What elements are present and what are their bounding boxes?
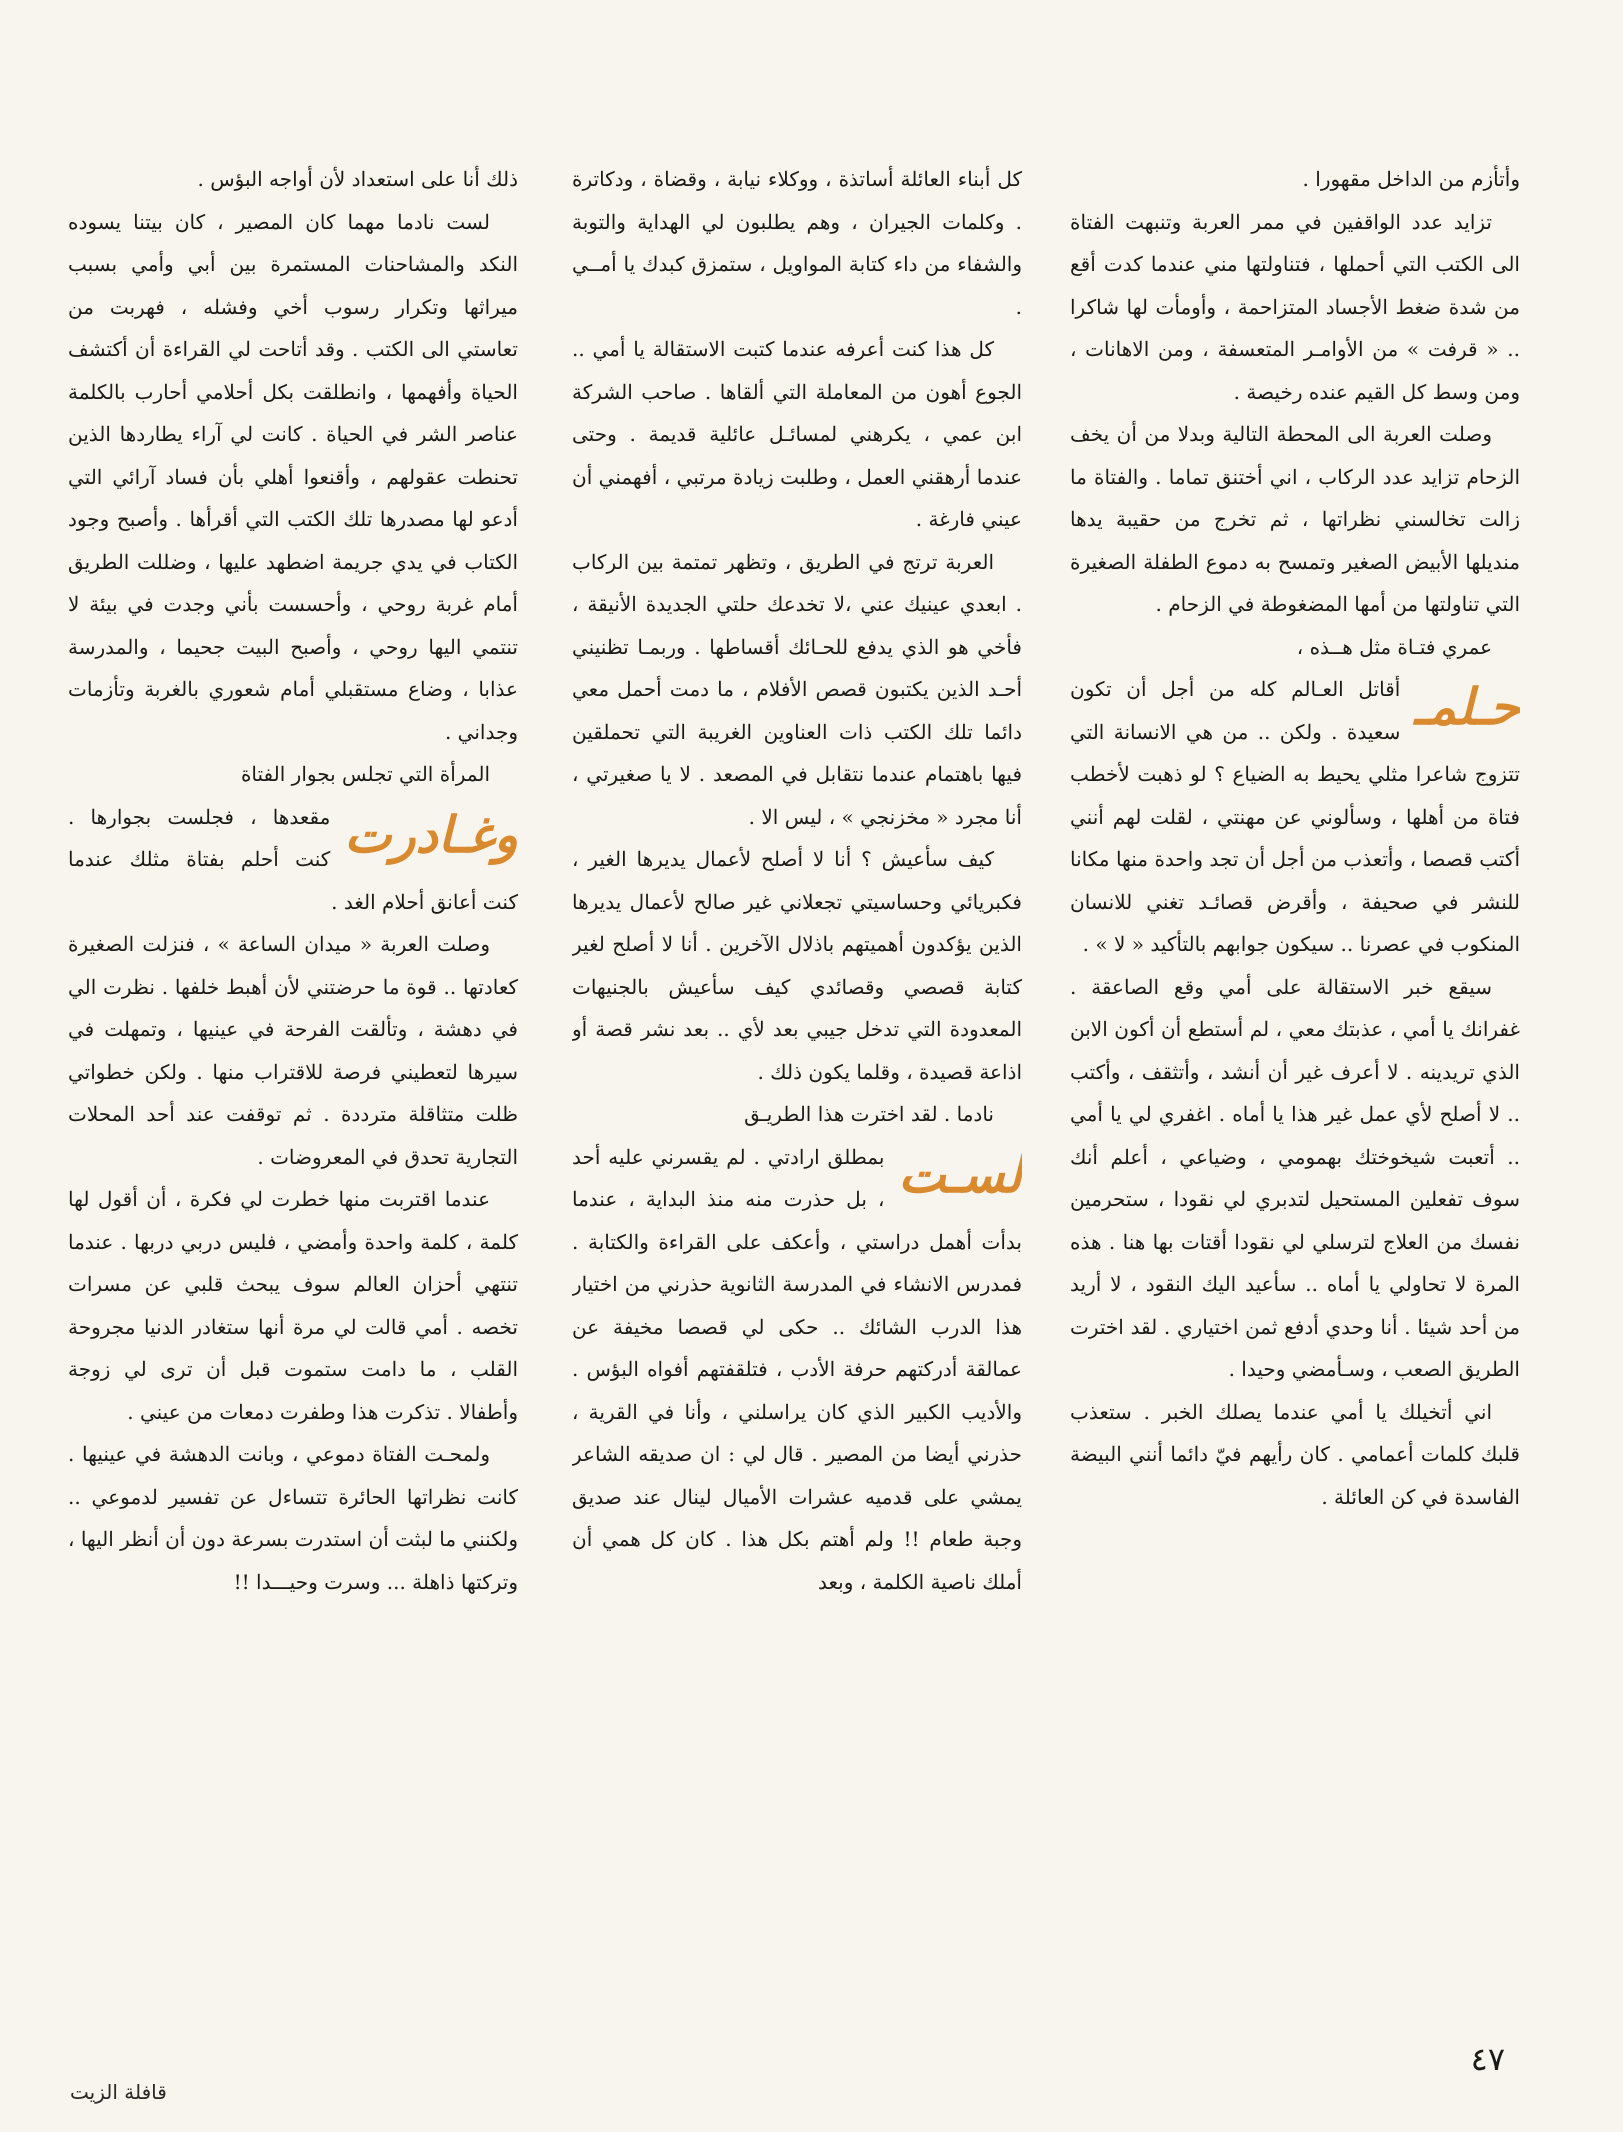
article-column-left: [68, 158, 518, 2038]
paragraph: تزايد عدد الواقفين في ممر العربة وتنبهت الفتاة الى الكتب التي أحملها ، فتناولتها مني عندما كدت أقع من شدة ضغط الأجساد المتزاحمة ، وأومأت لها شاكرا .. « قرفت » من الأوامـر المتعسفة ، ومن الاهانات ، ومن وسط كل القيم عنده رخيصة .: [1070, 209, 1520, 404]
paragraph: عندما اقتربت منها خطرت لي فكرة ، أن أقول لها كلمة ، كلمة واحدة وأمضي ، فليس دربي دربها . عندما تنتهي أحزان العالم سوف يبحث قلبي عن مسرات تخصه . أمي قالت لي مرة أنها ستغادر الدنيا مجروحة القلب ، ما دامت ستموت قبل أن ترى لي زوجة وأطفالا . تذكرت هذا وطفرت دمعات من عيني .: [68, 1187, 518, 1424]
paragraph: كل هذا كنت أعرفه عندما كتبت الاستقالة يا أمي .. الجوع أهون من المعاملة التي ألقاها . صاحب الشركة ابن عمي ، يكرهني لمسائـل عائلية قديمة . وحتى عندما أرهقني العمل ، وطلبت زيادة مرتبي ، أفهمني أن عيني فارغة .: [572, 337, 1022, 531]
paragraph: كيف سأعيش ؟ أنا لا أصلح لأعمال يديرها الغير ، فكبريائي وحساسيتي تجعلاني غير صالح لأعمال يديرها الذين يؤكدون أهميتهم باذلال الآخرين . أنا لا أصلح لغير كتابة قصصي وقصائدي كيف سأعيش بالجنيهات المعدودة التي تدخل جيبي بعد لأي .. بعد نشر قصة أو اذاعة قصيدة ، وقلما يكون ذلك .: [572, 847, 1022, 1084]
dropcap-word: وغـادرت: [344, 804, 518, 864]
paragraph-text: أقاتل العـالم كله من أجل أن تكون سعيدة . ولكن .. من هي الانسانة التي تتزوج شاعرا مثلي يحيط به الضياع ؟ لو ذهبت لأخطب فتاة من أهلها ، وسألوني عن مهنتي ، لقلت لهم أنني أكتب قصصا ، وأتعذب من أجل أن تجد واحدة منها مكانا للنشر في صحيفة ، وأقرض قصائـد تغني للانسان المنكوب في عصرنا .. سيكون جوابهم بالتأكيد « لا » .: [1070, 677, 1520, 956]
article-column-middle: [572, 158, 1022, 2038]
paragraph: المرأة التي تجلس بجوار الفتاة: [240, 762, 490, 786]
paragraph-with-dropcap: [572, 1136, 1022, 1604]
paragraph: لست نادما مهما كان المصير ، كان بيتنا يسوده النكد والمشاحنات المستمرة بين أبي وأمي بسبب ميراثها وتكرار رسوب أخي وفشله ، فهربت من تعاستي الى الكتب . وقد أتاحت لي القراءة أن أكتشف الحياة وأفهمها ، وانطلقت بكل أحلامي أحارب بالكلمة عناصر الشر في الحياة . كانت لي آراء يطاردها الذين تحنطت عقولهم ، وأقنعوا أهلي بأن فساد آرائي التي أدعو لها مصدرها تلك الكتب التي أقرأها . وأصبح وجود الكتاب في يدي جريمة اضطهد عليها ، وضللت الطريق أمام غربة روحي ، وأحسست بأني وجدت في بيئة لا تنتمي اليها روحي ، وأصبح البيت جحيما ، والمدرسة عذابا ، وضاع مستقبلي أمام شعوري بالغربة وتأزمات وجداني .: [68, 209, 518, 744]
paragraph-with-dropcap: [1070, 668, 1520, 966]
paragraph-text: بمطلق ارادتي . لم يقسرني عليه أحد ، بل حذرت منه منذ البداية ، عندما بدأت أهمل دراستي ، وأعكف على القراءة والكتابة . فمدرس الانشاء في المدرسة الثانوية حذرني من اختيار هذا الدرب الشائك .. حكى لي قصصا مخيفة عن عمالقة أدركتهم حرفة الأدب ، فتلقفتهم أفواه البؤس . والأديب الكبير الذي كان يراسلني ، وأنا في القرية ، حذرني أيضا من المصير . قال لي : ان صديقه الشاعر يمشي على قدميه عشرات الأميال لينال عند صديق وجبة طعام !! ولم أهتم بكل هذا . كان كل همي أن أملك ناصية الكلمة ، وبعد: [572, 1144, 1022, 1594]
article-column-right: [1070, 158, 1520, 2038]
paragraph: وأتأزم من الداخل مقهورا .: [1302, 167, 1520, 191]
paragraph: سيقع خبر الاستقالة على أمي وقع الصاعقة . غفرانك يا أمي ، عذبتك معي ، لم أستطع أن أكون الابن الذي تريدينه . لا أعرف غير أن أنشد ، وأتثقف ، وأكتب .. لا أصلح لأي عمل غير هذا يا أماه . اغفري لي يا أمي .. أتعبت شيخوختك بهمومي ، وضياعي ، أعلم أنك سوف تفعلين المستحيل لتدبري لي نقودا ، ستحرمين نفسك من العلاج لترسلي لي نقودا أقتات بها هنا . هذه المرة لا تحاولي يا أماه .. سأعيد اليك النقود ، لا أريد من أحد شيئا . أنا وحدي أدفع ثمن اختياري . لقد اخترت الطريق الصعب ، وسـأمضي وحيدا .: [1070, 974, 1520, 1381]
paragraph: العربة ترتج في الطريق ، وتظهر تمتمة بين الركاب . ابعدي عينيك عني ،لا تخدعك حلتي الجديدة الأنيقة ، فأخي هو الذي يدفع للحـائك أقساطها . وربمـا تظنيني أحـد الذين يكتبون قصص الأفلام ، ما دمت أحمل معي دائما تلك الكتب ذات العناوين الغريبة التي تحملقين فيها باهتمام عندما نتقابل في المصعد . لا يا صغيرتي ، أنا مجرد « مخزنجي » ، ليس الا .: [572, 549, 1022, 829]
paragraph: عمري فتـاة مثل هــذه ،: [1296, 634, 1492, 659]
paragraph: ذلك أنا على استعداد لأن أواجه البؤس .: [197, 167, 518, 191]
dropcap-word: حـلمـ: [1414, 677, 1520, 736]
magazine-name-footer: قافلة الزيت: [70, 2080, 167, 2104]
paragraph-text: مقعدها ، فجلست بجوارها . كنت أحلم بفتاة مثلك عندما كنت أعانق أحلام الغد .: [68, 804, 518, 914]
paragraph: ولمحـت الفتاة دموعي ، وبانت الدهشة في عينيها . كانت نظراتها الحائرة تتساءل عن تفسير لدموعي .. ولكنني ما لبثت أن استدرت بسرعة دون أن أنظر اليها ، وتركتها ذاهلة ... وسرت وحيـــدا !!: [68, 1442, 518, 1594]
dropcap-word: لسـت: [898, 1144, 1022, 1204]
paragraph: وصلت العربة « ميدان الساعة » ، فنزلت الصغيرة كعادتها .. قوة ما حرضتني لأن أهبط خلفها . نظرت الي في دهشة ، وتألقت الفرحة في عينيها ، وتمهلت في سيرها لتعطيني فرصة للاقتراب منها . ولكن خطواتي ظلت متثاقلة مترددة . ثم توقفت عند أحد المحلات التجارية تحدق في المعروضات .: [68, 932, 518, 1169]
paragraph: وصلت العربة الى المحطة التالية وبدلا من أن يخف الزحام تزايد عدد الركاب ، اني أختنق تماما . والفتاة ما زالت تخالسني نظراتها ، ثم تخرج من حقيبة يدها منديلها الأبيض الصغير وتمسح به دموع الطفلة الصغيرة التي تناولتها من أمها المضغوطة في الزحام .: [1070, 422, 1520, 616]
paragraph: نادما . لقد اخترت هذا الطريـق: [744, 1102, 994, 1126]
page-number: ٤٧: [1470, 2040, 1505, 2078]
paragraph: كل أبناء العائلة أساتذة ، ووكلاء نيابة ، وقضاة ، ودكاترة . وكلمات الجيران ، وهم يطلبون لي الهداية والتوبة والشفاء من داء كتابة المواويل ، ستمزق كبدك يا أمــي .: [572, 167, 1022, 319]
paragraph-with-dropcap: [68, 796, 518, 924]
paragraph: اني أتخيلك يا أمي عندما يصلك الخبر . ستعذب قلبك كلمات أعمامي . كان رأيهم فيّ دائما أنني البيضة الفاسدة في كن العائلة .: [1070, 1399, 1520, 1509]
